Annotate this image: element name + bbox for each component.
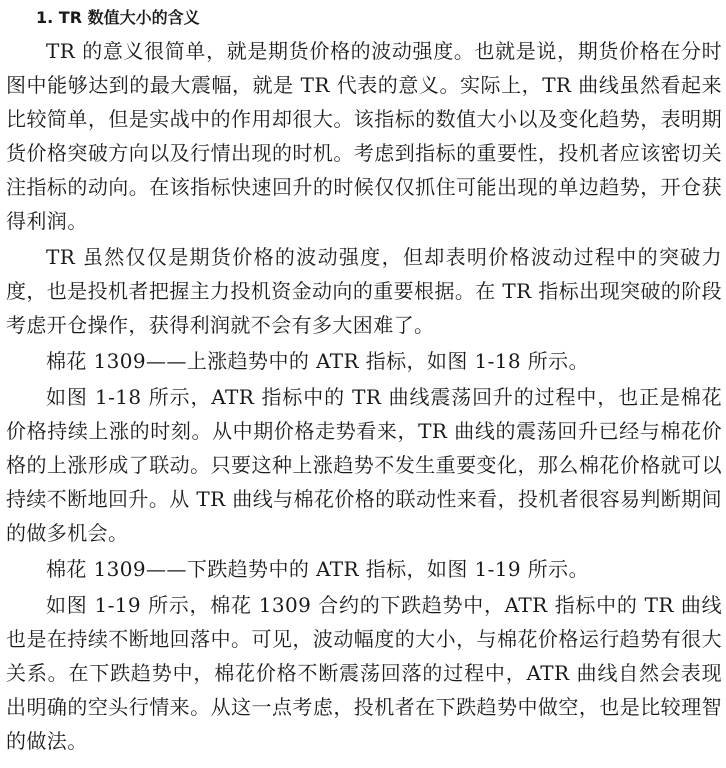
section-heading: 1. TR 数值大小的含义 xyxy=(36,8,200,27)
caption-figure-1-19: 棉花 1309——下跌趋势中的 ATR 指标，如图 1-19 所示。 xyxy=(46,557,589,581)
caption-figure-1-18: 棉花 1309——上涨趋势中的 ATR 指标，如图 1-18 所示。 xyxy=(46,349,589,373)
paragraph-tr-breakout: TR 虽然仅仅是期货价格的波动强度，但却表明价格波动过程中的突破力度，也是投机者把握主力投机资金动向的重要根据。在 TR 指标出现突破的阶段考虑开仓操作，获得利润就不会有多大困难了。 xyxy=(6,245,722,337)
document-page xyxy=(6,2,722,758)
paragraph-tr-meaning: TR 的意义很简单，就是期货价格的波动强度。也就是说，期货价格在分时图中能够达到的最大震幅，就是 TR 代表的意义。实际上，TR 曲线虽然看起来比较简单，但是实战中的作用却很大。该指标的数值大小以及变化趋势，表明期货价格突破方向以及行情出现的时机。考虑到指标的重要性，投机者应该密切关注指标的动向。在该指标快速回升的时候仅仅抓住可能出现的单边趋势，开仓获得利润。 xyxy=(6,39,722,233)
paragraph-figure-1-19: 如图 1-19 所示，棉花 1309 合约的下跌趋势中，ATR 指标中的 TR 曲线也是在持续不断地回落中。可见，波动幅度的大小，与棉花价格运行趋势有很大关系。在下跌趋势中，棉花价格不断震荡回落的过程中，ATR 曲线自然会表现出明确的空头行情来。从这一点考虑，投机者在下跌趋势中做空，也是比较理智的做法。 xyxy=(6,593,722,753)
paragraph-figure-1-18: 如图 1-18 所示，ATR 指标中的 TR 曲线震荡回升的过程中，也正是棉花价格持续上涨的时刻。从中期价格走势看来，TR 曲线的震荡回升已经与棉花价格的上涨形成了联动。只要这种上涨趋势不发生重要变化，那么棉花价格就可以持续不断地回升。从 TR 曲线与棉花价格的联动性来看，投机者很容易判断期间的做多机会。 xyxy=(6,385,722,545)
